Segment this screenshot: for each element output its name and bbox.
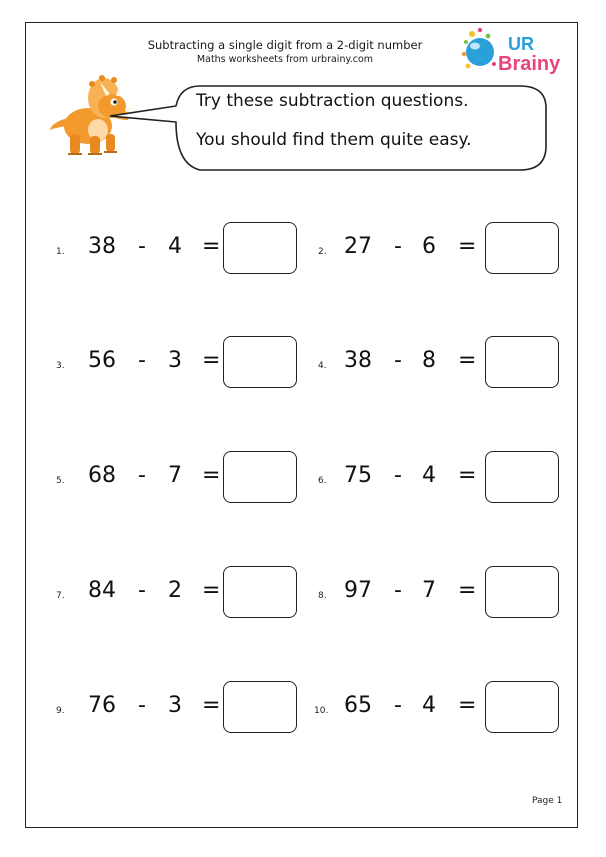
subtrahend: 4 (422, 693, 436, 718)
subtrahend: 2 (168, 578, 182, 603)
subtrahend: 8 (422, 348, 436, 373)
worksheet-subtitle: Maths worksheets from urbrainy.com (196, 54, 374, 65)
minuend: 56 (88, 348, 116, 373)
answer-box[interactable] (223, 681, 297, 733)
minus-sign: - (394, 463, 402, 488)
minus-sign: - (138, 578, 146, 603)
minuend: 68 (88, 463, 116, 488)
equals-sign: = (202, 348, 221, 373)
answer-box[interactable] (223, 336, 297, 388)
minuend: 65 (344, 693, 372, 718)
speech-line-2: You should find them quite easy. (196, 130, 472, 150)
equals-sign: = (202, 463, 221, 488)
subtrahend: 7 (168, 463, 182, 488)
minuend: 38 (344, 348, 372, 373)
answer-box[interactable] (485, 451, 559, 503)
minuend: 27 (344, 234, 372, 259)
minuend: 97 (344, 578, 372, 603)
equals-sign: = (202, 693, 221, 718)
subtrahend: 4 (168, 234, 182, 259)
equals-sign: = (458, 348, 477, 373)
worksheet-title: Subtracting a single digit from a 2-digit number (147, 38, 423, 52)
subtrahend: 3 (168, 348, 182, 373)
svg-text:Brainy: Brainy (498, 53, 561, 75)
answer-box[interactable] (223, 451, 297, 503)
subtrahend: 4 (422, 463, 436, 488)
question-number: 8. (318, 591, 327, 601)
subtrahend: 7 (422, 578, 436, 603)
question-number: 3. (56, 361, 65, 371)
minuend: 84 (88, 578, 116, 603)
question-number: 4. (318, 361, 327, 371)
urbrainy-logo (458, 26, 578, 76)
minuend: 76 (88, 693, 116, 718)
svg-text:UR: UR (508, 34, 534, 54)
question-number: 1. (56, 247, 65, 257)
minus-sign: - (394, 234, 402, 259)
question-number: 6. (318, 476, 327, 486)
answer-box[interactable] (223, 566, 297, 618)
question-number: 5. (56, 476, 65, 486)
minus-sign: - (394, 693, 402, 718)
answer-box[interactable] (485, 336, 559, 388)
minus-sign: - (138, 234, 146, 259)
answer-box[interactable] (485, 566, 559, 618)
question-number: 2. (318, 247, 327, 257)
minus-sign: - (138, 463, 146, 488)
minus-sign: - (394, 578, 402, 603)
minus-sign: - (394, 348, 402, 373)
subtrahend: 6 (422, 234, 436, 259)
question-number: 10. (314, 706, 329, 716)
subtrahend: 3 (168, 693, 182, 718)
equals-sign: = (202, 578, 221, 603)
question-number: 9. (56, 706, 65, 716)
equals-sign: = (458, 234, 477, 259)
minus-sign: - (138, 693, 146, 718)
answer-box[interactable] (485, 681, 559, 733)
speech-line-1: Try these subtraction questions. (196, 91, 469, 111)
answer-box[interactable] (485, 222, 559, 274)
equals-sign: = (458, 463, 477, 488)
equals-sign: = (458, 693, 477, 718)
page-number: Page 1 (532, 796, 563, 806)
minus-sign: - (138, 348, 146, 373)
minuend: 38 (88, 234, 116, 259)
question-number: 7. (56, 591, 65, 601)
minuend: 75 (344, 463, 372, 488)
equals-sign: = (202, 234, 221, 259)
equals-sign: = (458, 578, 477, 603)
answer-box[interactable] (223, 222, 297, 274)
